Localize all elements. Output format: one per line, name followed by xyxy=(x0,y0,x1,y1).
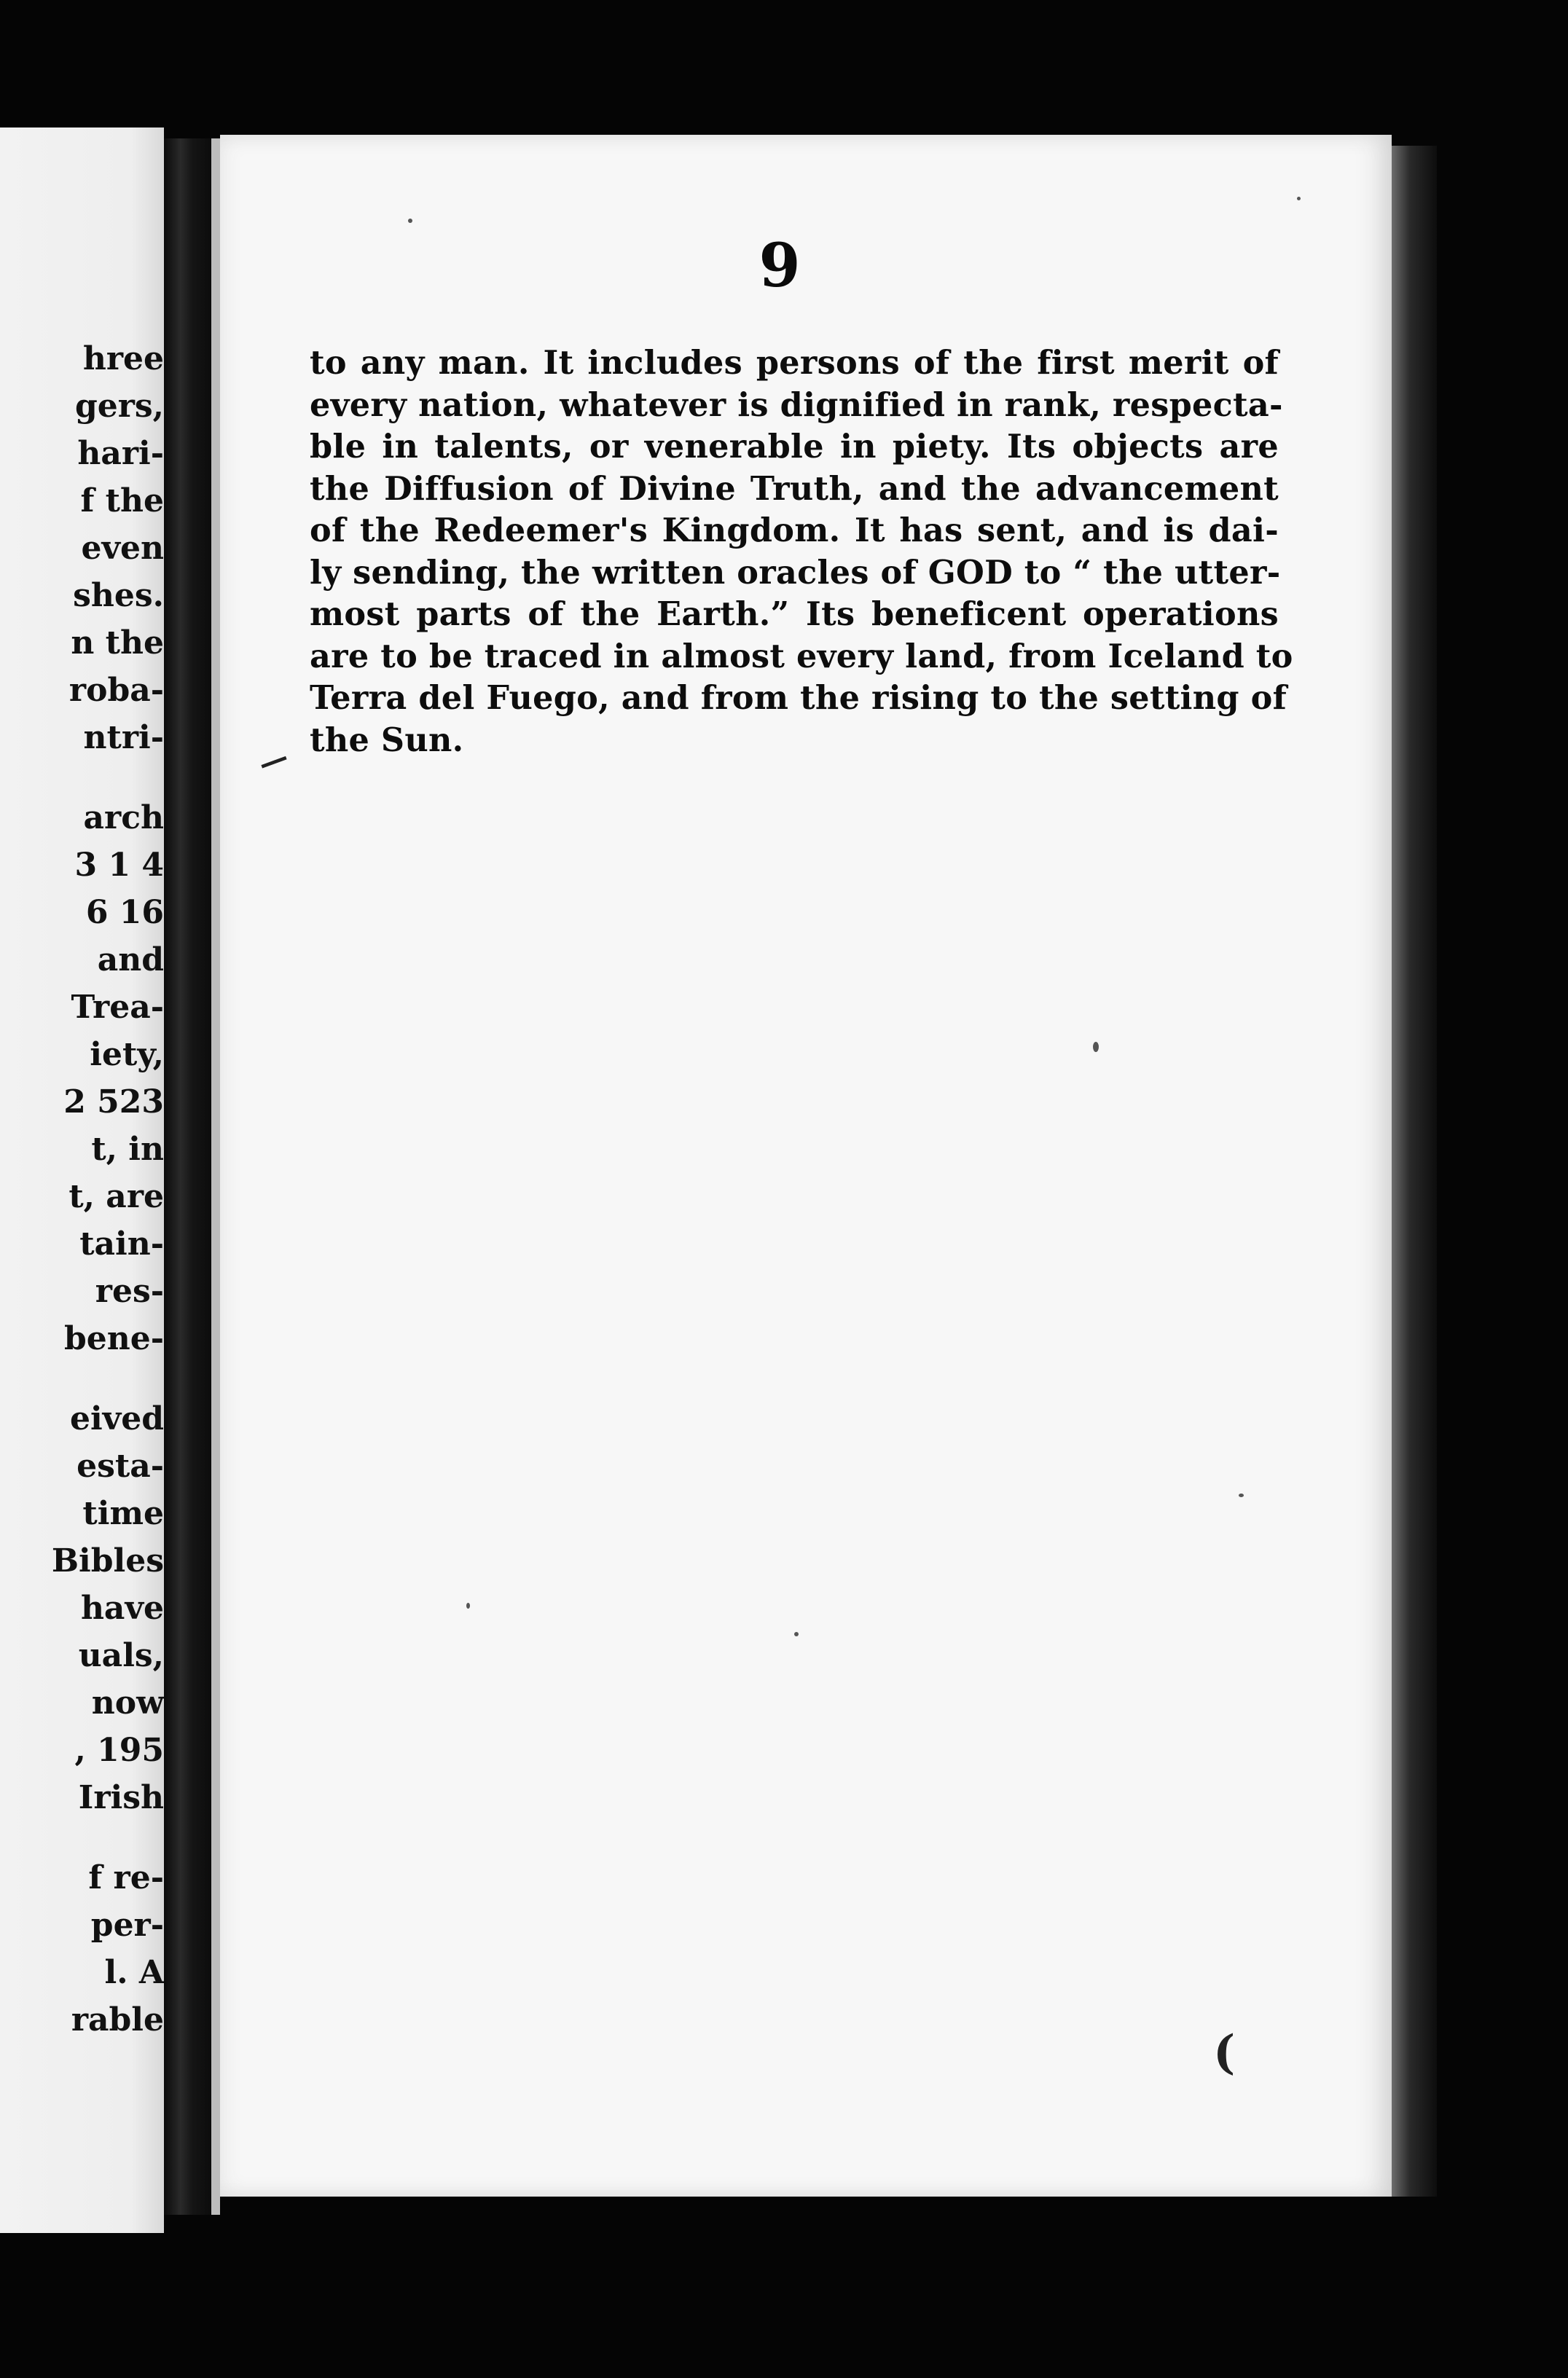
left-line: f re- xyxy=(88,1859,164,1896)
left-line: roba- xyxy=(68,672,164,709)
left-line: n the xyxy=(71,624,164,662)
text-line: are to be traced in almost every land, from Iceland to xyxy=(310,637,1293,675)
left-line: time xyxy=(82,1495,164,1532)
text-line: ly sending, the written oracles of GOD to “ the utter- xyxy=(310,553,1281,592)
text-line: Terra del Fuego, and from the rising to the setting of xyxy=(310,679,1287,717)
book-gutter xyxy=(164,138,211,2215)
left-line: eived xyxy=(69,1400,164,1437)
left-line: now xyxy=(91,1684,164,1722)
paragraph-gap xyxy=(0,1362,164,1395)
left-line: and xyxy=(97,941,164,978)
left-line: Irish xyxy=(78,1779,164,1816)
scan-speck xyxy=(794,1632,799,1636)
scan-speck xyxy=(408,219,412,223)
left-line: tain- xyxy=(79,1225,164,1263)
left-line: l. A xyxy=(104,1954,164,1991)
left-line: rable xyxy=(71,2001,164,2038)
left-line: bene- xyxy=(63,1320,164,1357)
gutter-edge xyxy=(211,138,220,2215)
previous-page-text xyxy=(0,335,164,2044)
left-line: per- xyxy=(90,1907,164,1944)
page-body-text xyxy=(310,342,1293,761)
text-line: most parts of the Earth.” Its beneficent operations xyxy=(310,595,1279,633)
text-line: every nation, whatever is dignified in rank, respecta- xyxy=(310,385,1283,424)
left-line: t, in xyxy=(91,1131,164,1168)
left-line: even xyxy=(81,530,164,567)
scan-stroke: ( xyxy=(1213,2025,1236,2080)
paragraph-gap xyxy=(0,1821,164,1854)
scan-speck xyxy=(1093,1042,1099,1052)
text-line: of the Redeemer's Kingdom. It has sent, and is dai- xyxy=(310,511,1279,549)
scan-speck xyxy=(1297,197,1301,200)
left-line: gers, xyxy=(74,388,164,425)
text-line: the Sun. xyxy=(310,721,464,759)
text-line: the Diffusion of Divine Truth, and the advancement xyxy=(310,469,1279,508)
text-line: to any man. It includes persons of the first merit of xyxy=(310,344,1279,382)
scan-speck xyxy=(466,1603,470,1609)
left-line: Bibles xyxy=(51,1542,164,1580)
left-line: hree xyxy=(82,340,164,377)
left-line: iety, xyxy=(90,1036,164,1073)
left-line: Trea- xyxy=(71,989,164,1026)
scan-stroke: — xyxy=(254,739,293,782)
text-line: ble in talents, or venerable in piety. Its objects are xyxy=(310,428,1279,466)
left-line: 2 523 xyxy=(63,1083,164,1121)
left-line: uals, xyxy=(78,1637,164,1674)
left-line: 3 1 4 xyxy=(74,847,164,884)
scan-speck xyxy=(1239,1494,1244,1497)
left-line: res- xyxy=(95,1273,164,1310)
paragraph-gap xyxy=(0,761,164,794)
left-line: t, are xyxy=(68,1178,164,1215)
left-line: shes. xyxy=(73,577,164,614)
left-line: f the xyxy=(80,482,164,519)
left-line: , 195 xyxy=(74,1732,164,1769)
left-line: hari- xyxy=(77,435,164,472)
previous-page-fragment xyxy=(0,127,164,2233)
left-line: esta- xyxy=(77,1448,164,1485)
left-line: ntri- xyxy=(83,719,164,756)
left-line: have xyxy=(80,1590,164,1627)
left-line: arch xyxy=(83,799,164,836)
page-edge-shadow xyxy=(1392,146,1437,2197)
page-number: 9 xyxy=(758,231,801,301)
left-line: 6 16 xyxy=(85,894,164,931)
